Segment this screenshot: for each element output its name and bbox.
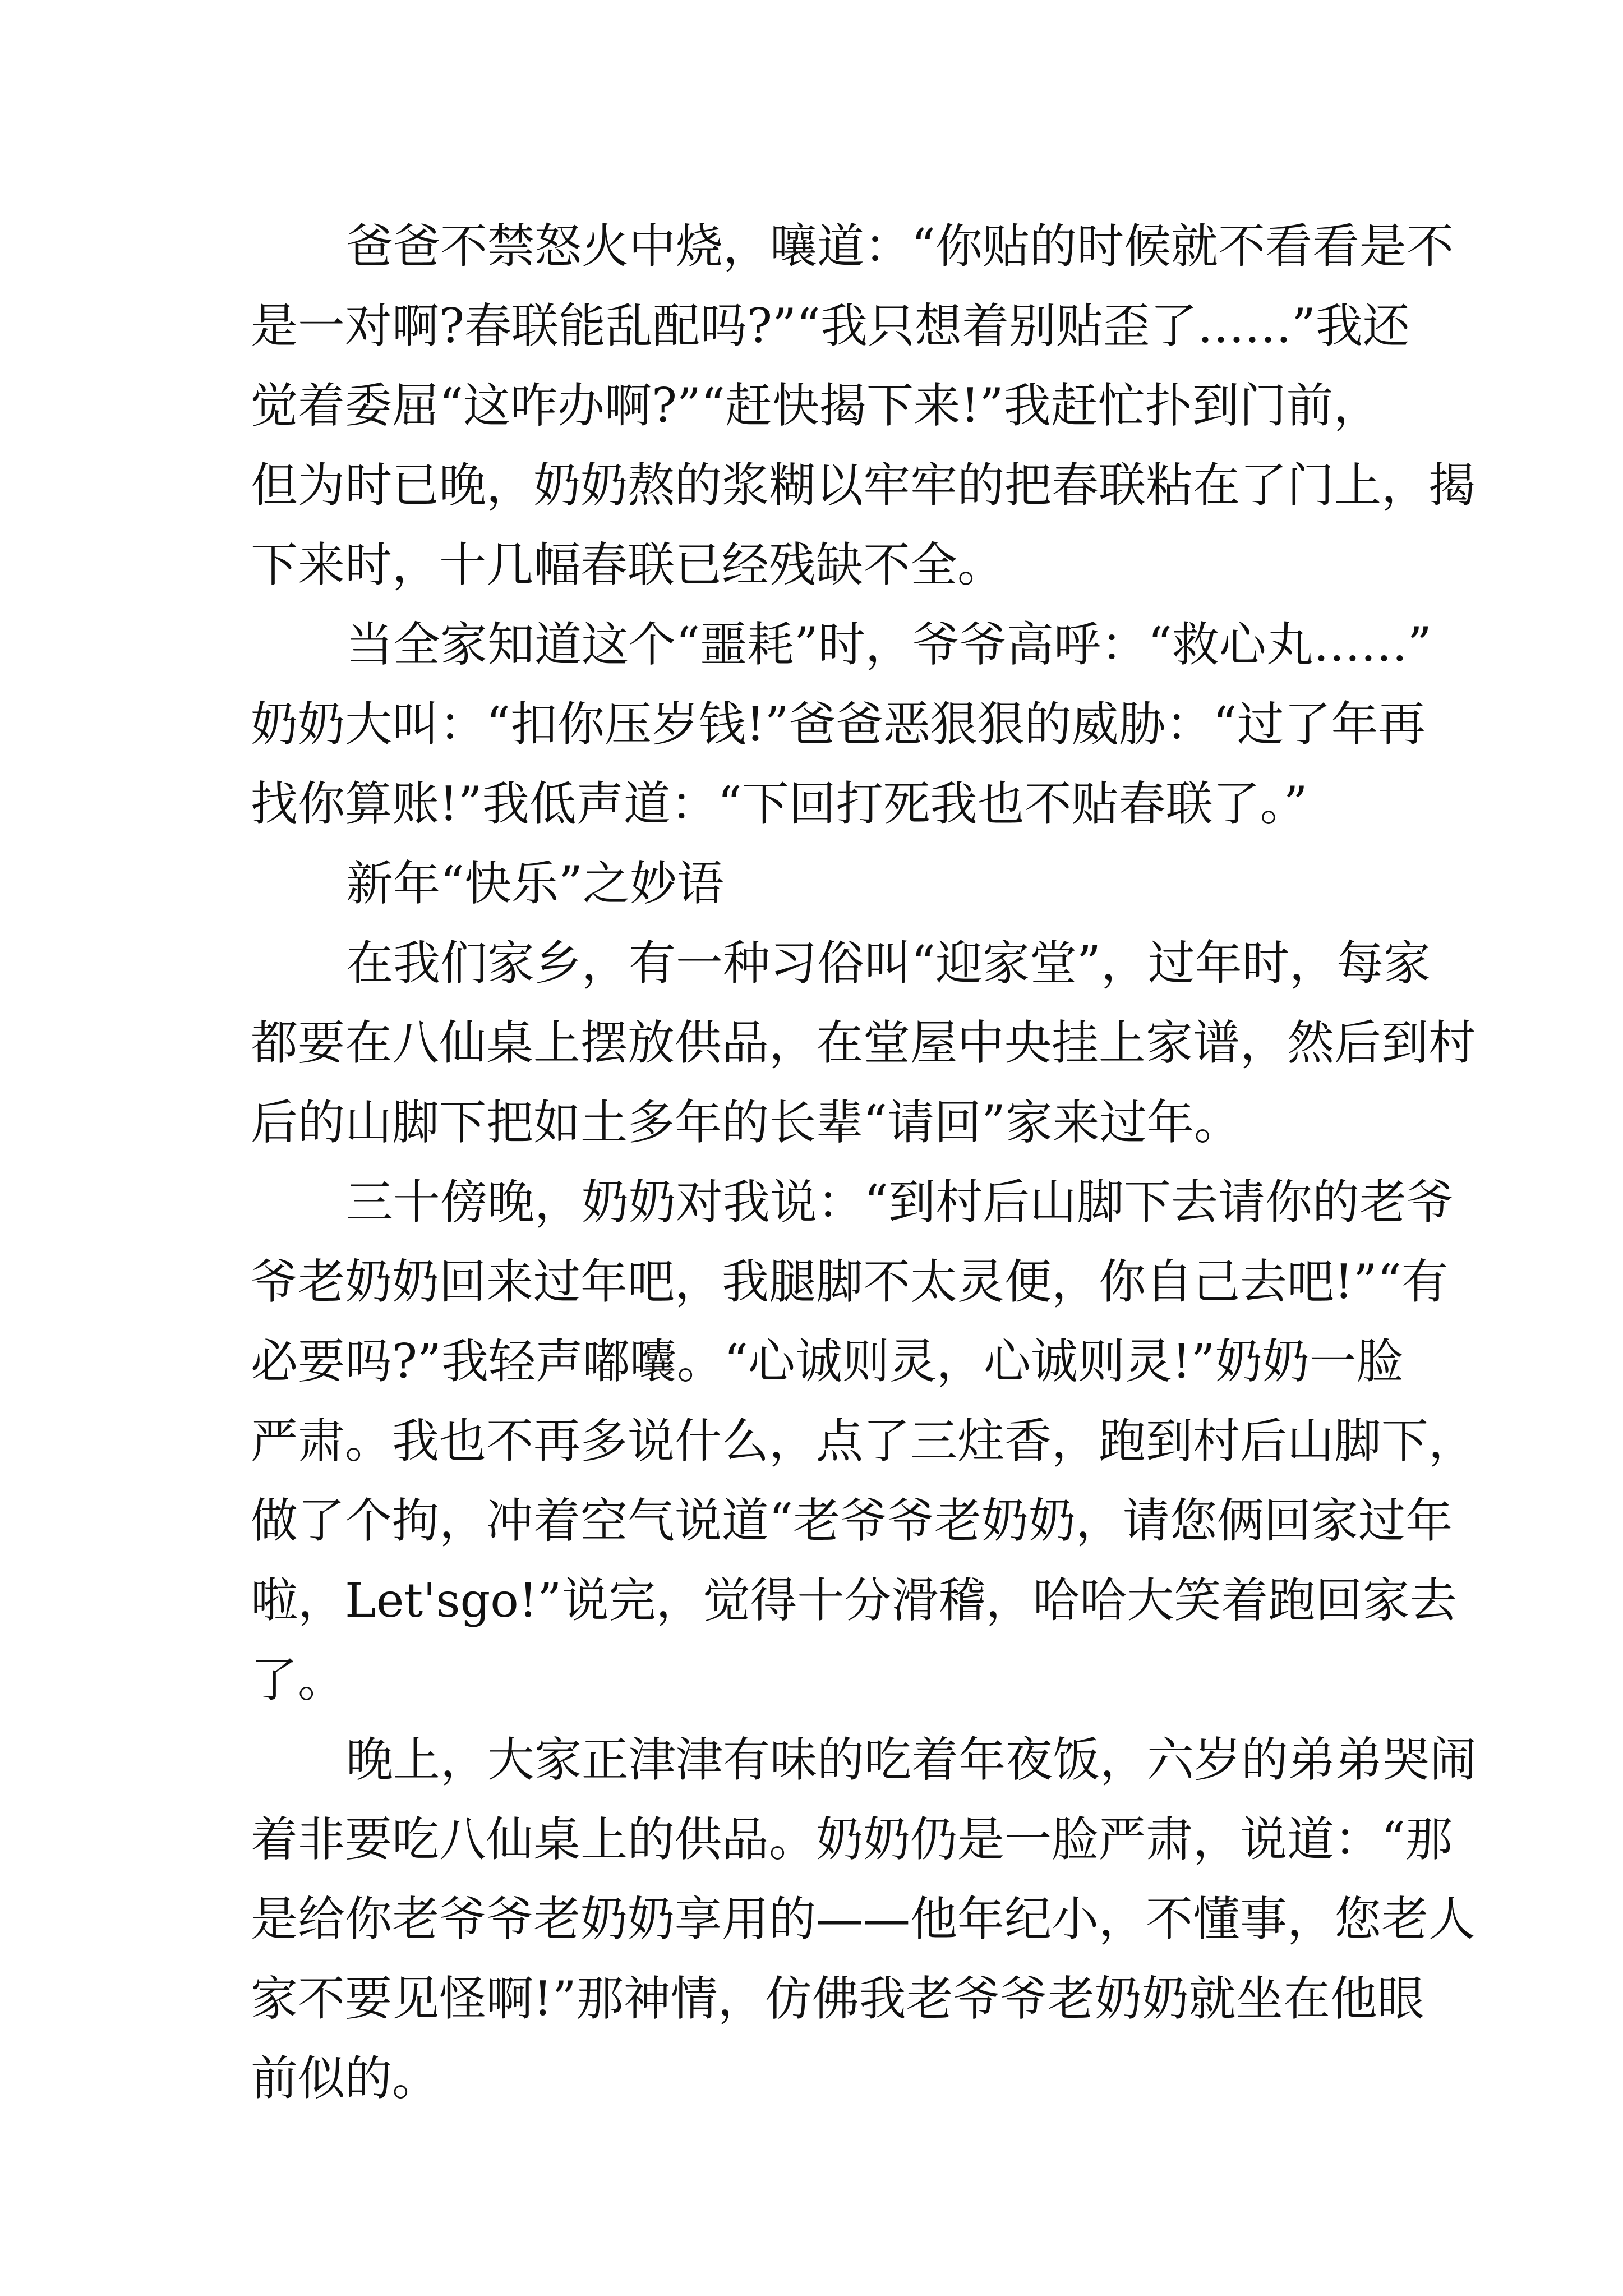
section-heading-text: 新年“快乐”之妙语 <box>346 856 724 911</box>
paragraph-line: 必要吗?”我轻声嘟囔。“心诚则灵，心诚则灵!”奶奶一脸 <box>251 1334 1404 1389</box>
paragraph-line: 三十傍晚，奶奶对我说：“到村后山脚下去请你的老爷 <box>346 1175 1454 1230</box>
paragraph-line: 在我们家乡，有一种习俗叫“迎家堂”，过年时，每家 <box>346 936 1431 991</box>
paragraph-line: 着非要吃八仙桌上的供品。奶奶仍是一脸严肃，说道：“那 <box>251 1812 1453 1867</box>
paragraph-line: 奶奶大叫：“扣你压岁钱!”爸爸恶狠狠的威胁：“过了年再 <box>251 697 1426 752</box>
paragraph-line: 觉着委屈“这咋办啊?”“赶快揭下来!”我赶忙扑到门前， <box>251 378 1381 433</box>
paragraph-line: 是一对啊?春联能乱配吗?”“我只想着别贴歪了……”我还 <box>251 298 1410 353</box>
paragraph-line: 找你算账!”我低声道：“下回打死我也不贴春联了。” <box>251 776 1308 831</box>
paragraph-line: 爷老奶奶回来过年吧，我腿脚不太灵便，你自己去吧!”“有 <box>251 1254 1449 1309</box>
paragraph-line: 下来时，十几幅春联已经残缺不全。 <box>251 537 1005 592</box>
paragraph-line: 当全家知道这个“噩耗”时，爷爷高呼：“救心丸……” <box>346 617 1432 672</box>
paragraph-1 <box>251 206 1476 605</box>
paragraph-line: 晚上，大家正津津有味的吃着年夜饭，六岁的弟弟哭闹 <box>346 1732 1477 1787</box>
paragraph-line: 家不要见怪啊!”那神情，仿佛我老爷爷老奶奶就坐在他眼 <box>251 1971 1424 2026</box>
paragraph-line: 前似的。 <box>251 2051 440 2106</box>
article-body <box>251 206 1477 2118</box>
paragraph-line: 啦，Let'sgo!”说完，觉得十分滑稽，哈哈大笑着跑回家去 <box>251 1573 1457 1628</box>
paragraph-6 <box>251 1720 1477 2118</box>
section-heading <box>251 844 1395 923</box>
paragraph-line: 但为时已晚，奶奶熬的浆糊以牢牢的把春联粘在了门上，揭 <box>251 458 1476 513</box>
paragraph-4 <box>251 923 1476 1162</box>
paragraph-line: 做了个拘，冲着空气说道“老爷爷老奶奶，请您俩回家过年 <box>251 1493 1453 1548</box>
paragraph-line: 都要在八仙桌上摆放供品，在堂屋中央挂上家谱，然后到村 <box>251 1015 1476 1070</box>
paragraph-line: 爸爸不禁怒火中烧，嚷道：“你贴的时候就不看看是不 <box>346 219 1454 274</box>
paragraph-2 <box>251 605 1432 844</box>
paragraph-5 <box>251 1162 1476 1720</box>
paragraph-line: 是给你老爷爷老奶奶享用的——他年纪小，不懂事，您老人 <box>251 1892 1476 1947</box>
paragraph-line: 了。 <box>251 1653 345 1708</box>
paragraph-line: 严肃。我也不再多说什么，点了三炷香，跑到村后山脚下， <box>251 1414 1476 1469</box>
paragraph-line: 后的山脚下把如土多年的长辈“请回”家来过年。 <box>251 1095 1241 1150</box>
